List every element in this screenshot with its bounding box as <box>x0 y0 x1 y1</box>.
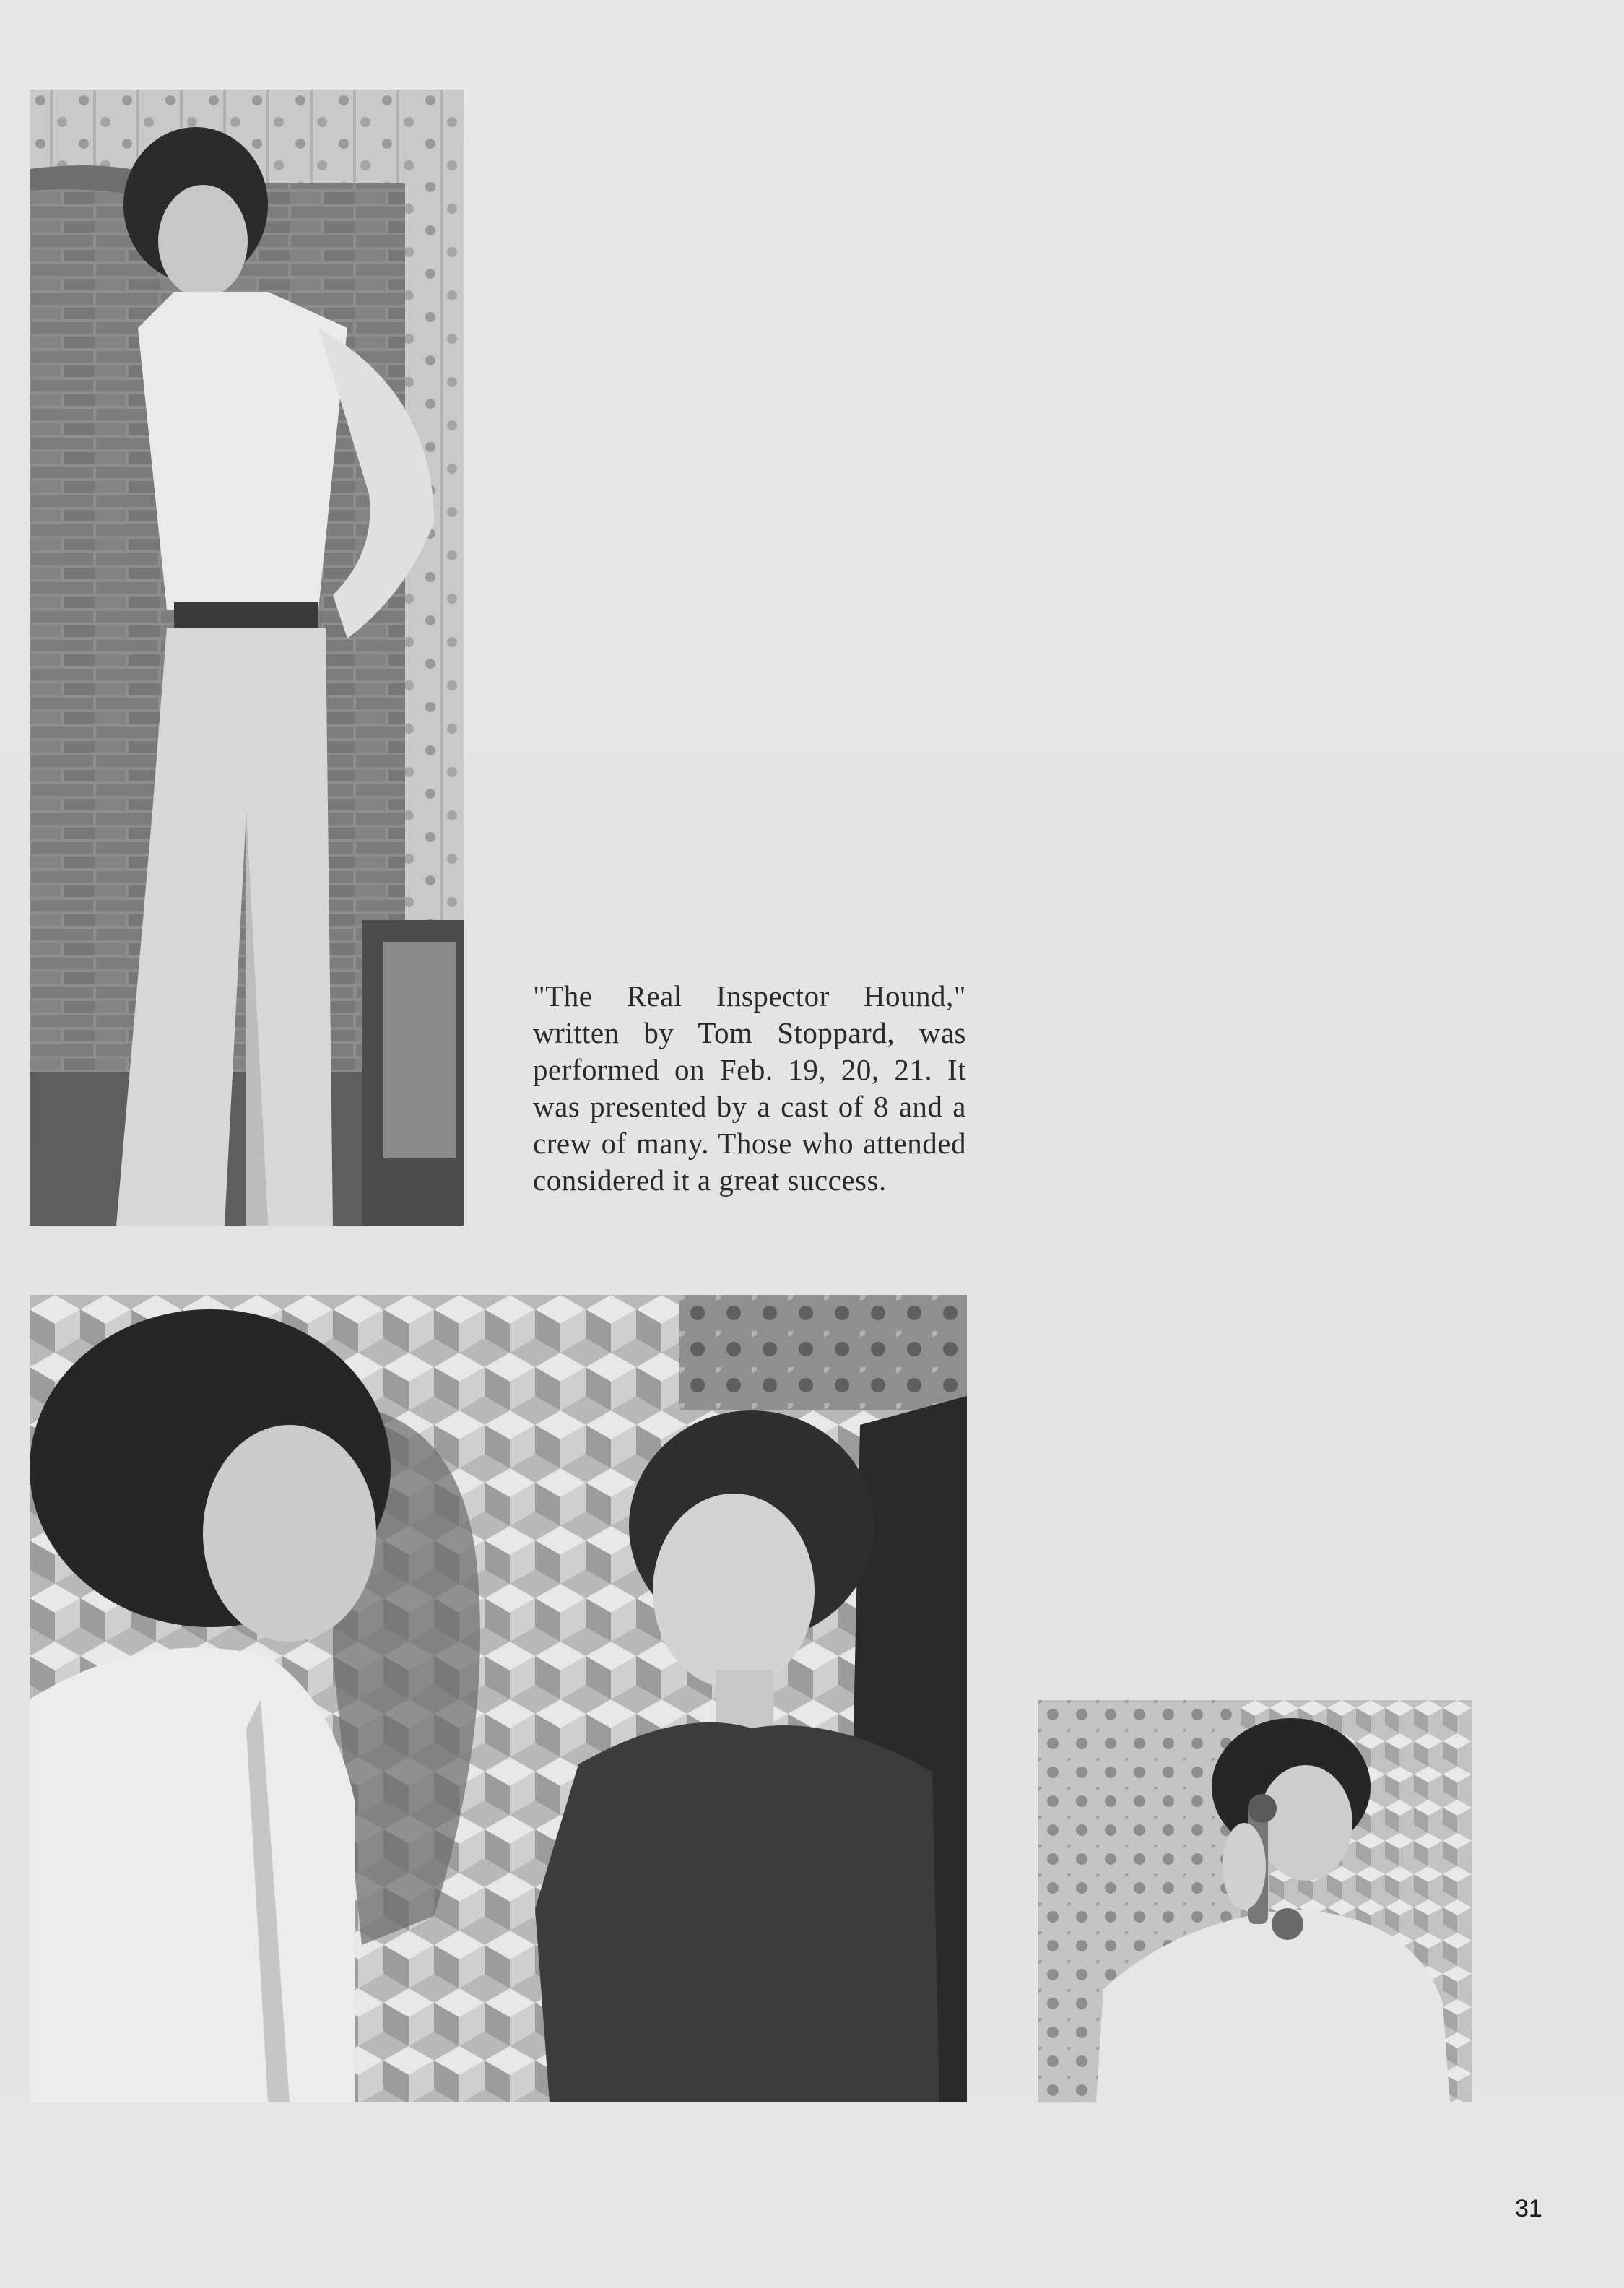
photo-telephone <box>1038 1700 1472 2102</box>
photo-conversation-image <box>30 1295 967 2102</box>
page-number: 31 <box>1515 2195 1542 2222</box>
photo-standing <box>30 90 464 1226</box>
photo-caption: "The Real Inspector Hound," written by Tom Stoppard, was performed on Feb. 19, 20, 21. It was presented by a cast of 8 and a crew of many. Those who attended considered it a great success. <box>533 979 966 1197</box>
photo-standing-image <box>30 90 464 1226</box>
photo-conversation <box>30 1295 967 2102</box>
photo-telephone-image <box>1038 1700 1472 2102</box>
